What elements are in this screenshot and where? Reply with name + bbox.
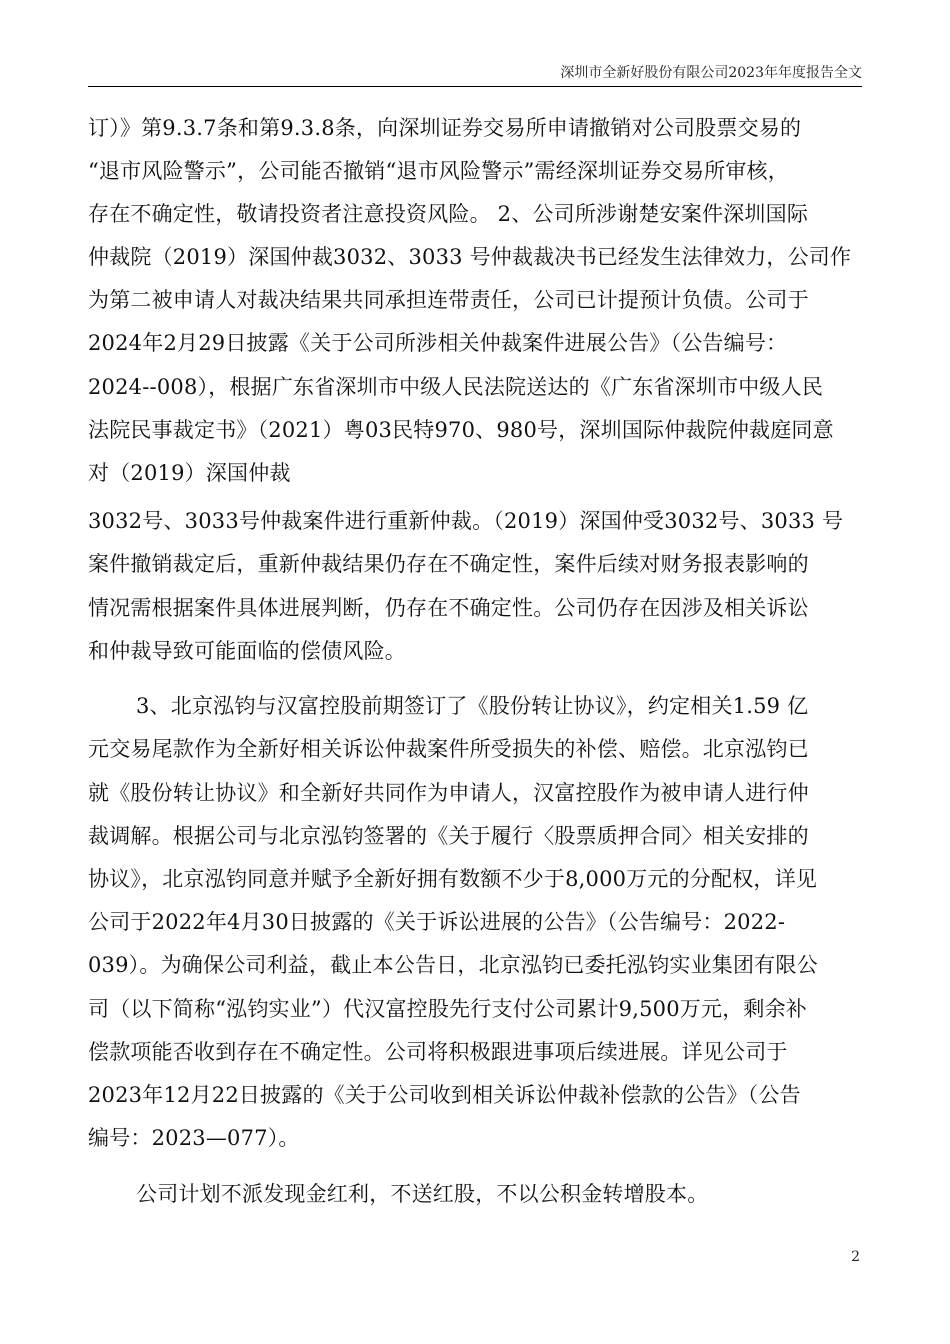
text-line: 编号：2023—077）。	[88, 1126, 300, 1150]
text-line: 偿款项能否收到存在不确定性。公司将积极跟进事项后续进展。详见公司于	[88, 1040, 788, 1064]
text-line: “退市风险警示”，公司能否撤销“退市风险警示”需经深圳证券交易所审核，	[88, 159, 789, 183]
text-line: 裁调解。根据公司与北京泓钧签署的《关于履行〈股票质押合同〉相关安排的	[88, 824, 809, 848]
paragraph-first-line: 公司计划不派发现金红利，不送红股，不以公积金转增股本。	[136, 1182, 709, 1206]
text-line: 法院民事裁定书》（2021）粤03民特970、980号，深圳国际仲裁院仲裁庭同意	[88, 418, 834, 442]
header-title: 深圳市全新好股份有限公司2023年年度报告全文	[560, 65, 862, 81]
text-line: 和仲裁导致可能面临的偿债风险。	[88, 639, 406, 663]
text-line: 就《股份转让协议》和全新好共同作为申请人，汉富控股作为被申请人进行仲	[88, 781, 809, 805]
text-line: 公司于2022年4月30日披露的《关于诉讼进展的公告》（公告编号：2022-	[88, 910, 786, 934]
text-line: 2024--008），根据广东省深圳市中级人民法院送达的《广东省深圳市中级人民	[88, 375, 824, 399]
page-header	[88, 62, 862, 87]
text-line: 仲裁院（2019）深国仲裁3032、3033 号仲裁裁决书已经发生法律效力，公司作	[88, 245, 852, 269]
text-line: 案件撤销裁定后，重新仲裁结果仍存在不确定性，案件后续对财务报表影响的	[88, 552, 809, 576]
paragraph-first-line: 3、北京泓钧与汉富控股前期签订了《股份转让协议》，约定相关1.59 亿	[136, 694, 809, 718]
text-line: 2024年2月29日披露《关于公司所涉相关仲裁案件进展公告》（公告编号：	[88, 331, 788, 355]
text-line: 存在不确定性，敬请投资者注意投资风险。 2、公司所涉谢楚安案件深圳国际	[88, 202, 809, 226]
text-line: 3032号、3033号仲裁案件进行重新仲裁。（2019）深国仲受3032号、3033 号	[88, 509, 844, 533]
text-line: 2023年12月22日披露的《关于公司收到相关诉讼仲裁补偿款的公告》（公告	[88, 1083, 801, 1107]
page-number: 2	[851, 1249, 860, 1265]
text-line: 司（以下简称“泓钧实业”）代汉富控股先行支付公司累计9,500万元，剩余补	[88, 997, 807, 1021]
text-line: 元交易尾款作为全新好相关诉讼仲裁案件所受损失的补偿、赔偿。北京泓钧已	[88, 737, 809, 761]
text-line: 情况需根据案件具体进展判断，仍存在不确定性。公司仍存在因涉及相关诉讼	[88, 596, 809, 620]
text-line: 为第二被申请人对裁决结果共同承担连带责任，公司已计提预计负债。公司于	[88, 288, 809, 312]
text-line: 039）。为确保公司利益，截止本公告日，北京泓钧已委托泓钧实业集团有限公	[88, 953, 818, 977]
text-line: 对（2019）深国仲裁	[88, 461, 291, 485]
text-line: 订）》第9.3.7条和第9.3.8条，向深圳证券交易所申请撤销对公司股票交易的	[88, 116, 802, 140]
text-line: 协议》，北京泓钧同意并赋予全新好拥有数额不少于8,000万元的分配权，详见	[88, 867, 818, 891]
